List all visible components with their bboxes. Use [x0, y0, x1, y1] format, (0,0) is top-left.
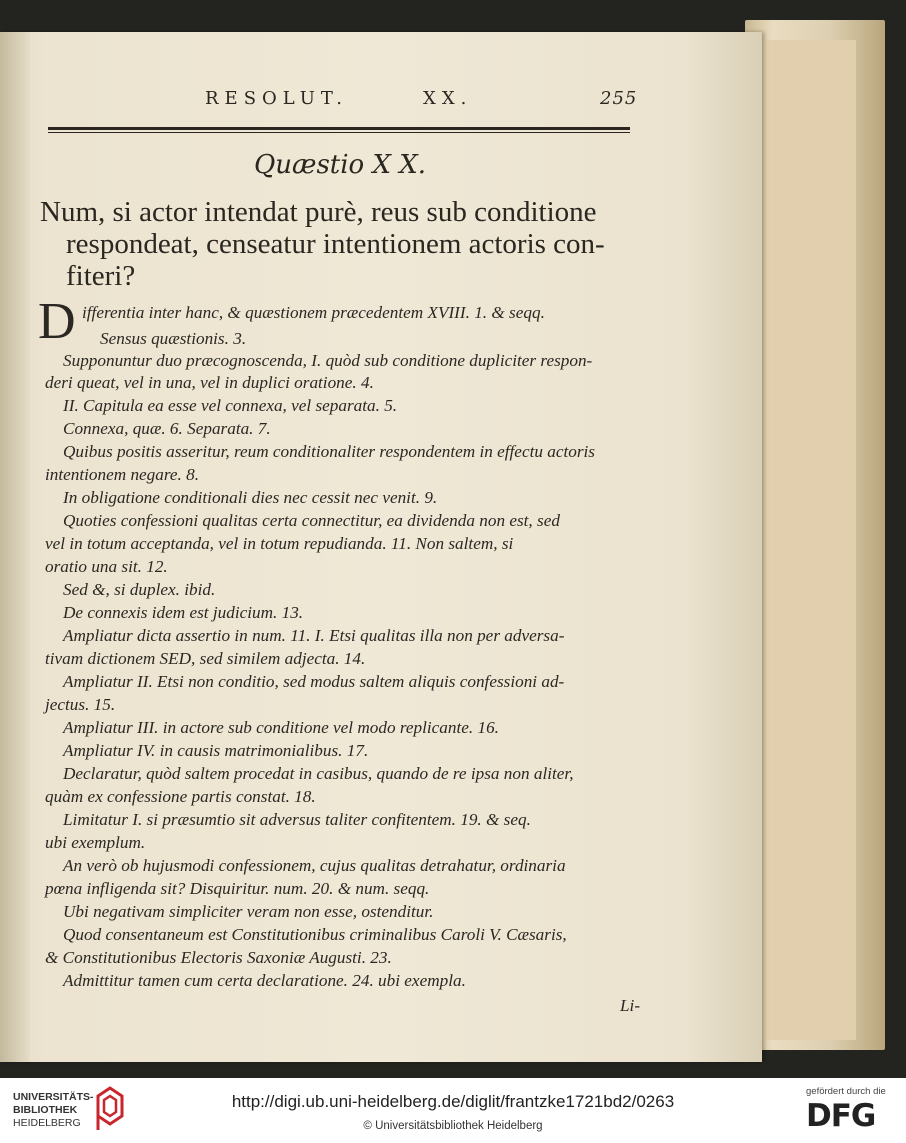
summary-line: & Constitutionibus Electoris Saxoniæ Augusti. 23.	[45, 948, 392, 967]
summary-line: Ampliatur II. Etsi non conditio, sed modus saltem aliquis confessioni ad-	[63, 672, 565, 691]
summary-line: vel in totum acceptanda, vel in totum repudianda. 11. Non saltem, si	[45, 534, 514, 553]
page-block-edge	[756, 40, 856, 1040]
summary-line: Ampliatur III. in actore sub conditione vel modo replicante. 16.	[63, 718, 499, 737]
catchword: Li-	[620, 996, 641, 1015]
summary-line: ubi exemplum.	[45, 833, 146, 852]
summary-line: Ubi negativam simpliciter veram non esse, ostenditur.	[63, 902, 434, 921]
summary-line: Quoties confessioni qualitas certa connectitur, ea dividenda non est, sed	[63, 511, 560, 530]
library-name-line: HEIDELBERG	[13, 1117, 81, 1129]
dfg-logo: DFG	[806, 1098, 876, 1134]
section-number: XX.	[423, 88, 473, 109]
summary-line: Limitatur I. si præsumtio sit adversus taliter confitentem. 19. & seq.	[63, 810, 531, 829]
summary-line: Sed &, si duplex. ibid.	[63, 580, 216, 599]
summary-line: intentionem negare. 8.	[45, 465, 200, 484]
summary-line: An verò ob hujusmodi confessionem, cujus qualitas detrahatur, ordinaria	[63, 856, 566, 875]
summary-line: jectus. 15.	[45, 695, 116, 714]
summary-line: De connexis idem est judicium. 13.	[63, 603, 304, 622]
summary-line: Declaratur, quòd saltem procedat in casibus, quando de re ipsa non aliter,	[63, 764, 574, 783]
page-number: 255	[600, 88, 638, 109]
summary-line: tivam dictionem SED, sed similem adjecta. 14.	[45, 649, 366, 668]
summary-line: In obligatione conditionali dies nec cessit nec venit. 9.	[63, 488, 438, 507]
summary-line: Supponuntur duo præcognoscenda, I. quòd sub conditione dupliciter respon-	[63, 351, 593, 370]
permalink-url[interactable]: http://digi.ub.uni-heidelberg.de/diglit/frantzke1721bd2/0263	[231, 1092, 675, 1111]
summary-line: Ampliatur dicta assertio in num. 11. I. Etsi qualitas illa non per adversa-	[63, 626, 565, 645]
summary-line: Admittitur tamen cum certa declaratione. 24. ubi exempla.	[63, 971, 466, 990]
quaestio-title: Quæstio X X.	[253, 150, 427, 180]
summary-line: quàm ex confessione partis constat. 18.	[45, 787, 316, 806]
page-gutter	[0, 32, 30, 1062]
summary-line: Ampliatur IV. in causis matrimonialibus. 17.	[63, 741, 369, 760]
summary-line: Sensus quæstionis. 3.	[100, 329, 247, 348]
question-line: fiteri?	[66, 260, 136, 292]
drop-cap: D	[38, 293, 76, 350]
library-name-line: UNIVERSITÄTS-	[13, 1091, 94, 1103]
header-rule-thin	[48, 132, 630, 133]
summary-line: pœna infligenda sit? Disquiritur. num. 20. & num. seqq.	[45, 879, 430, 898]
summary-line: II. Capitula ea esse vel connexa, vel separata. 5.	[63, 396, 398, 415]
header-rule	[48, 127, 630, 130]
running-head: RESOLUT.	[205, 88, 349, 109]
question-text	[40, 196, 650, 292]
summary-line: deri queat, vel in una, vel in duplici oratione. 4.	[45, 373, 374, 392]
funded-by-label: gefördert durch die	[806, 1086, 886, 1097]
summary-line: Quod consentaneum est Constitutionibus criminalibus Caroli V. Cæsaris,	[63, 925, 567, 944]
summary-line: Quibus positis asseritur, reum conditionaliter respondentem in effectu actoris	[63, 442, 595, 461]
question-line: Num, si actor intendat purè, reus sub conditione	[40, 196, 597, 228]
summary-line: oratio una sit. 12.	[45, 557, 168, 576]
question-line: respondeat, censeatur intentionem actoris con-	[66, 228, 605, 260]
summary-line: ifferentia inter hanc, & quæstionem præcedentem XVIII. 1. & seqq.	[82, 303, 545, 322]
library-name-line: BIBLIOTHEK	[13, 1104, 78, 1116]
copyright-notice: © Universitätsbibliothek Heidelberg	[363, 1120, 543, 1132]
summary-line: Connexa, quæ. 6. Separata. 7.	[63, 419, 271, 438]
